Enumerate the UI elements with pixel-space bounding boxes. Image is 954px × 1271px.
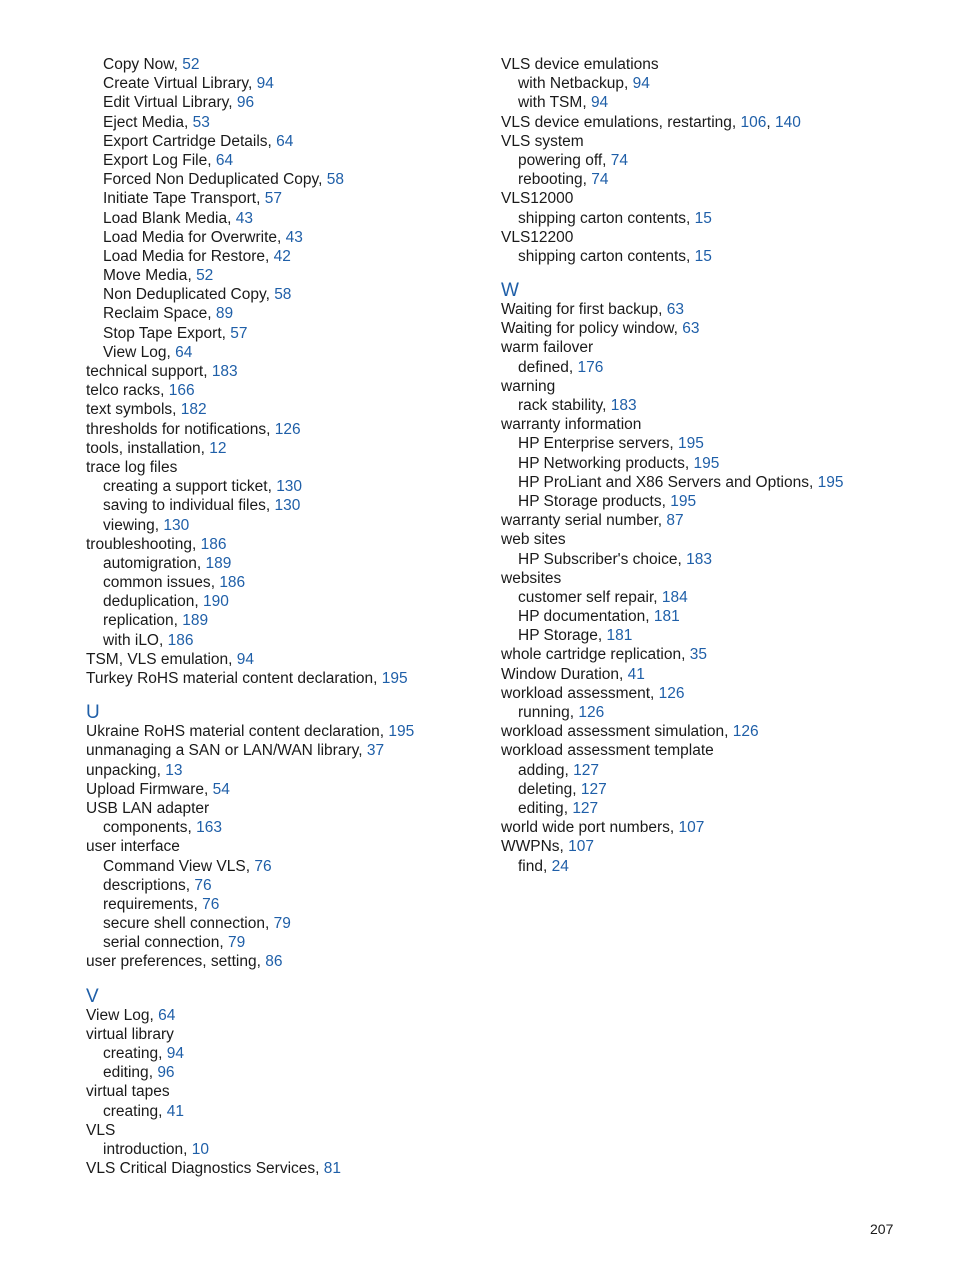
page-link[interactable]: 15	[694, 209, 712, 227]
index-subentry: HP Storage, 181	[518, 627, 633, 645]
index-term: adding	[518, 761, 565, 779]
index-term: user preferences, setting	[86, 953, 257, 971]
page-link[interactable]: 166	[168, 382, 195, 400]
page-link[interactable]: 189	[182, 612, 209, 630]
index-subentry: Create Virtual Library, 94	[103, 75, 274, 93]
index-term: shipping carton contents	[518, 247, 687, 265]
index-term: Reclaim Space	[103, 305, 208, 323]
index-term: telco racks	[86, 382, 161, 400]
index-subentry: Export Cartridge Details, 64	[103, 132, 294, 150]
index-term: automigration	[103, 554, 197, 572]
page-link[interactable]: 87	[666, 512, 684, 530]
page-link[interactable]: 81	[323, 1160, 342, 1178]
index-term: find	[518, 857, 543, 875]
index-term: HP Subscriber's choice	[518, 550, 678, 568]
page-link[interactable]: 76	[194, 876, 212, 894]
index-term: workload assessment template	[501, 742, 714, 760]
index-term: customer self repair	[518, 588, 654, 606]
index-subentry: requirements, 76	[103, 895, 220, 913]
index-entry	[501, 189, 921, 208]
page-link[interactable]: 94	[590, 94, 609, 112]
index-term: Ukraine RoHS material content declaration	[86, 723, 380, 741]
index-term: Turkey RoHS material content declaration	[86, 670, 374, 687]
index-term: VLS system	[501, 132, 584, 150]
index-term: HP Storage products	[518, 492, 662, 510]
page-link[interactable]: 10	[191, 1140, 210, 1158]
page-link[interactable]: 54	[212, 780, 230, 798]
index-term: virtual library	[86, 1025, 174, 1043]
page-link[interactable]: 41	[166, 1102, 185, 1120]
page-link[interactable]: 35	[689, 646, 707, 664]
index-subentry: deduplication, 190	[103, 593, 229, 611]
index-term: powering off	[518, 151, 603, 169]
index-term: Command View VLS	[103, 857, 246, 875]
index-term: HP Enterprise servers	[518, 435, 670, 453]
page-link[interactable]: 126	[732, 723, 759, 741]
index-subentry: common issues, 186	[103, 574, 246, 592]
index-subentry: with TSM, 94	[518, 94, 609, 112]
index-entry: text symbols, 182	[86, 401, 207, 419]
index-term: virtual tapes	[86, 1083, 170, 1101]
index-subentry: creating, 41	[103, 1102, 185, 1120]
index-section-heading: U	[86, 702, 100, 724]
index-entry	[501, 415, 921, 434]
page-link[interactable]: 43	[235, 209, 253, 227]
index-term: viewing	[103, 516, 155, 534]
index-entry: world wide port numbers, 107	[501, 819, 705, 837]
page-link[interactable]: 52	[182, 56, 200, 73]
index-term: HP ProLiant and X86 Servers and Options	[518, 473, 809, 491]
index-term: Initiate Tape Transport	[103, 190, 257, 208]
index-term: creating	[103, 1102, 159, 1120]
index-term: workload assessment simulation	[501, 723, 725, 741]
index-term: VLS12200	[501, 228, 574, 246]
index-subentry: Non Deduplicated Copy, 58	[103, 286, 292, 304]
index-subentry: Load Blank Media, 43	[103, 209, 253, 227]
index-subentry: Copy Now, 52	[103, 56, 200, 73]
index-term: View Log	[86, 1006, 150, 1024]
page-link[interactable]: 64	[215, 151, 234, 169]
page-link[interactable]: 12	[209, 439, 227, 457]
page-link[interactable]: 94	[166, 1045, 185, 1062]
index-term: with TSM	[518, 94, 583, 112]
page-link[interactable]: 74	[610, 151, 629, 169]
page-link[interactable]: 107	[568, 838, 595, 856]
index-entry: thresholds for notifications, 126	[86, 420, 301, 438]
index-subentry: Eject Media, 53	[103, 113, 210, 131]
index-subentry: adding, 127	[518, 761, 600, 779]
index-subentry: Move Media, 52	[103, 267, 214, 285]
page-link[interactable]: 190	[202, 593, 229, 611]
page-link[interactable]: 184	[661, 588, 688, 606]
index-term: USB LAN adapter	[86, 799, 210, 817]
index-entry	[501, 132, 921, 151]
index-entry	[501, 55, 921, 74]
page-link[interactable]: 41	[627, 665, 645, 683]
index-subentry: Edit Virtual Library, 96	[103, 94, 255, 112]
index-term: Load Media for Overwrite	[103, 228, 278, 246]
index-subentry: HP Networking products, 195	[518, 454, 720, 472]
index-term: Waiting for policy window	[501, 320, 674, 338]
index-entry: Window Duration, 41	[501, 665, 645, 683]
index-term: creating	[103, 1045, 159, 1062]
index-subentry: HP Enterprise servers, 195	[518, 435, 704, 453]
page-link[interactable]: 94	[256, 75, 274, 93]
index-entry: Ukraine RoHS material content declaration, 195	[86, 723, 415, 741]
index-term: thresholds for notifications	[86, 420, 267, 438]
index-entry: Waiting for first backup, 63	[501, 301, 684, 319]
index-term: Eject Media	[103, 113, 184, 131]
index-term: troubleshooting	[86, 535, 192, 553]
index-column-right	[501, 55, 921, 876]
page-link[interactable]: 107	[678, 819, 705, 837]
index-term: whole cartridge replication	[501, 646, 682, 664]
index-term: replication	[103, 612, 174, 630]
index-entry	[501, 228, 921, 247]
page-link[interactable]: 74	[591, 171, 609, 189]
index-term: Move Media	[103, 267, 188, 285]
index-subentry: replication, 189	[103, 612, 209, 630]
index-subentry: Forced Non Deduplicated Copy, 58	[103, 171, 344, 189]
index-subentry: powering off, 74	[518, 151, 629, 169]
page-link[interactable]: 163	[196, 819, 222, 837]
index-term: web sites	[501, 531, 566, 549]
page-link[interactable]: 94	[632, 75, 650, 93]
index-term: unpacking	[86, 761, 157, 779]
index-subentry: introduction, 10	[103, 1140, 210, 1158]
index-entry	[86, 1082, 486, 1101]
index-subentry: components, 163	[103, 819, 222, 837]
page-link[interactable]: 130	[274, 497, 301, 515]
index-entry: unpacking, 13	[86, 761, 183, 779]
index-subentry: with iLO, 186	[103, 631, 194, 649]
index-entry	[501, 338, 921, 357]
index-term: VLS device emulations	[501, 56, 659, 73]
index-subentry: Initiate Tape Transport, 57	[103, 190, 282, 208]
index-term: workload assessment	[501, 684, 651, 702]
index-entry: VLS device emulations, restarting, 106, 140	[501, 113, 801, 131]
index-subentry: editing, 96	[103, 1064, 175, 1082]
index-subentry: Reclaim Space, 89	[103, 305, 234, 323]
page-link[interactable]: 96	[157, 1064, 175, 1082]
page-link[interactable]: 186	[167, 631, 194, 649]
index-entry: workload assessment simulation, 126	[501, 723, 759, 741]
index-subentry: Load Media for Overwrite, 43	[103, 228, 303, 246]
index-entry: tools, installation, 12	[86, 439, 227, 457]
index-term: text symbols	[86, 401, 173, 419]
index-entry: VLS Critical Diagnostics Services, 81	[86, 1160, 342, 1178]
index-term: rack stability	[518, 397, 603, 414]
index-term: Load Media for Restore	[103, 247, 265, 265]
index-entry	[501, 569, 921, 588]
page-link[interactable]: 94	[236, 650, 255, 668]
index-term: HP Networking products	[518, 454, 685, 472]
page-link[interactable]: 53	[192, 113, 210, 131]
index-term: TSM, VLS emulation	[86, 650, 229, 668]
index-term: with Netbackup	[518, 75, 624, 93]
index-term: defined	[518, 358, 569, 376]
index-entry: technical support, 183	[86, 363, 238, 380]
page-link[interactable]: 76	[254, 857, 272, 875]
page-link[interactable]: 195	[817, 473, 844, 491]
index-term: Waiting for first backup	[501, 301, 659, 319]
index-term: components	[103, 819, 188, 837]
index-term: editing	[518, 799, 564, 817]
page-link[interactable]: 126	[578, 704, 605, 721]
index-term: Forced Non Deduplicated Copy	[103, 171, 319, 189]
index-entry	[501, 741, 921, 760]
page-link[interactable]: 176	[577, 358, 604, 376]
page-link[interactable]: 89	[215, 305, 234, 323]
index-entry: warranty serial number, 87	[501, 512, 684, 530]
index-subentry: descriptions, 76	[103, 876, 212, 894]
page-link[interactable]: 63	[682, 320, 700, 338]
index-subentry: secure shell connection, 79	[103, 915, 291, 933]
index-term: VLS Critical Diagnostics Services	[86, 1160, 316, 1178]
index-subentry: serial connection, 79	[103, 934, 246, 952]
page-link[interactable]: 58	[326, 171, 344, 189]
index-entry: troubleshooting, 186	[86, 535, 227, 553]
page-link[interactable]: 106	[740, 113, 767, 131]
index-term: serial connection	[103, 934, 220, 952]
index-term: warranty information	[501, 416, 642, 434]
index-term: Create Virtual Library	[103, 75, 249, 93]
page-link[interactable]: 181	[606, 627, 633, 645]
index-term: with iLO	[103, 631, 159, 649]
index-term: unmanaging a SAN or LAN/WAN library	[86, 742, 359, 760]
index-subentry: with Netbackup, 94	[518, 75, 650, 93]
index-term: Load Blank Media	[103, 209, 228, 227]
page-link[interactable]: 52	[196, 267, 214, 285]
page-link[interactable]: 189	[205, 554, 232, 572]
index-term: common issues	[103, 574, 211, 592]
page-link[interactable]: 127	[573, 761, 600, 779]
index-entry: Upload Firmware, 54	[86, 780, 230, 798]
index-subentry: viewing, 130	[103, 516, 190, 534]
index-entry: TSM, VLS emulation, 94	[86, 650, 255, 668]
index-entry: Waiting for policy window, 63	[501, 320, 700, 338]
index-entry	[86, 1025, 486, 1044]
index-column-left	[86, 55, 486, 1178]
index-term: warning	[501, 377, 556, 395]
index-subentry: saving to individual files, 130	[103, 497, 301, 515]
index-subentry: deleting, 127	[518, 780, 607, 798]
index-section-heading: V	[86, 985, 99, 1007]
index-subentry: HP ProLiant and X86 Servers and Options, 195	[518, 473, 844, 491]
index-entry: WWPNs, 107	[501, 838, 595, 856]
index-term: descriptions	[103, 876, 186, 894]
page-link[interactable]: 15	[694, 247, 712, 265]
index-entry	[501, 377, 921, 396]
index-term: saving to individual files	[103, 497, 266, 515]
page-link[interactable]: 195	[381, 670, 408, 687]
index-term: Stop Tape Export	[103, 324, 222, 342]
index-subentry: Export Log File, 64	[103, 151, 234, 169]
page-link[interactable]: 126	[274, 420, 301, 438]
index-entry: user preferences, setting, 86	[86, 953, 283, 971]
index-term: requirements	[103, 895, 194, 913]
index-term: VLS12000	[501, 190, 574, 208]
page-link[interactable]: 79	[227, 934, 246, 952]
index-entry: View Log, 64	[86, 1006, 176, 1024]
index-subentry: shipping carton contents, 15	[518, 247, 712, 265]
index-term: user interface	[86, 838, 180, 856]
index-term: world wide port numbers	[501, 819, 670, 837]
index-term: technical support	[86, 363, 204, 380]
index-term: Upload Firmware	[86, 780, 205, 798]
index-term: editing	[103, 1064, 149, 1082]
page-link[interactable]: 63	[666, 301, 684, 319]
page-link[interactable]: 130	[276, 478, 303, 496]
index-term: running	[518, 704, 570, 721]
index-section-heading: W	[501, 280, 519, 302]
index-term: Non Deduplicated Copy	[103, 286, 266, 304]
page-link[interactable]: 186	[219, 574, 246, 592]
page-link[interactable]: 42	[273, 247, 291, 265]
page-link[interactable]: 127	[572, 799, 599, 817]
index-subentry: customer self repair, 184	[518, 588, 688, 606]
page-link[interactable]: 130	[163, 516, 190, 534]
index-entry	[86, 837, 486, 856]
index-subentry: HP Storage products, 195	[518, 492, 697, 510]
index-subentry: HP Subscriber's choice, 183	[518, 550, 712, 568]
index-subentry: editing, 127	[518, 799, 599, 817]
index-subentry: automigration, 189	[103, 554, 232, 572]
index-subentry: HP documentation, 181	[518, 608, 680, 626]
index-subentry: creating, 94	[103, 1045, 185, 1062]
index-subentry: Stop Tape Export, 57	[103, 324, 248, 342]
index-term: Edit Virtual Library	[103, 94, 229, 112]
page-link[interactable]: 64	[158, 1006, 176, 1024]
index-term: creating a support ticket	[103, 478, 268, 496]
index-term: HP documentation	[518, 608, 646, 626]
index-subentry: creating a support ticket, 130	[103, 478, 303, 496]
page-link[interactable]: 13	[165, 761, 183, 779]
page-link[interactable]: 195	[670, 492, 697, 510]
index-subentry: Command View VLS, 76	[103, 857, 272, 875]
page-link[interactable]: 182	[180, 401, 207, 419]
index-term: Export Cartridge Details	[103, 132, 268, 150]
page-link[interactable]: 140	[775, 113, 801, 131]
index-term: secure shell connection	[103, 915, 265, 933]
index-entry	[501, 530, 921, 549]
index-term: deduplication	[103, 593, 195, 611]
page-link[interactable]: 195	[677, 435, 704, 453]
page-link[interactable]: 57	[230, 324, 248, 342]
index-term: Export Log File	[103, 151, 208, 169]
index-subentry: defined, 176	[518, 358, 604, 376]
index-term: tools, installation	[86, 439, 201, 457]
page-link[interactable]: 183	[610, 397, 637, 414]
index-term: Window Duration	[501, 665, 620, 683]
page-link[interactable]: 183	[211, 363, 238, 380]
index-entry: workload assessment, 126	[501, 684, 685, 702]
index-subentry: find, 24	[518, 857, 569, 875]
index-term: VLS	[86, 1121, 116, 1139]
index-subentry: running, 126	[518, 704, 605, 721]
page-link[interactable]: 64	[175, 343, 193, 361]
index-term: WWPNs	[501, 838, 560, 856]
page-link[interactable]: 58	[274, 286, 292, 304]
index-subentry: Load Media for Restore, 42	[103, 247, 291, 265]
index-term: warranty serial number	[501, 512, 658, 530]
page-link[interactable]: 195	[693, 454, 720, 472]
page-link[interactable]: 127	[580, 780, 607, 798]
index-subentry: View Log, 64	[103, 343, 193, 361]
index-subentry: shipping carton contents, 15	[518, 209, 712, 227]
page-link[interactable]: 57	[264, 190, 282, 208]
index-subentry: rebooting, 74	[518, 171, 609, 189]
index-term: deleting	[518, 780, 573, 798]
index-term: Copy Now	[103, 56, 174, 73]
index-entry	[86, 799, 486, 818]
index-entry: whole cartridge replication, 35	[501, 646, 707, 664]
index-entry: Turkey RoHS material content declaration, 195	[86, 670, 408, 687]
page-link[interactable]: 76	[202, 895, 220, 913]
page-link[interactable]: 86	[265, 953, 283, 971]
index-entry	[86, 1121, 486, 1140]
index-term: shipping carton contents	[518, 209, 687, 227]
index-term: VLS device emulations, restarting	[501, 113, 732, 131]
index-term: trace log files	[86, 458, 178, 476]
index-term: websites	[501, 569, 562, 587]
page-link[interactable]: 195	[388, 723, 415, 741]
page-link[interactable]: 183	[686, 550, 712, 568]
index-term: introduction	[103, 1140, 184, 1158]
index-term: View Log	[103, 343, 167, 361]
index-entry	[86, 458, 486, 477]
page-number: 207	[870, 1221, 894, 1237]
page-link[interactable]: 43	[285, 228, 303, 246]
index-term: warm failover	[501, 339, 594, 357]
index-entry: telco racks, 166	[86, 382, 195, 400]
page-link[interactable]: 79	[273, 915, 291, 933]
index-subentry: rack stability, 183	[518, 397, 637, 414]
page-link[interactable]: 37	[366, 742, 385, 760]
page-link[interactable]: 181	[653, 608, 680, 626]
page-link[interactable]: 24	[551, 857, 569, 875]
index-entry: unmanaging a SAN or LAN/WAN library, 37	[86, 742, 385, 760]
page-link[interactable]: 186	[200, 535, 227, 553]
index-term: rebooting	[518, 171, 583, 189]
page-link[interactable]: 96	[236, 94, 255, 112]
page-link[interactable]: 126	[658, 684, 685, 702]
index-term: HP Storage	[518, 627, 598, 645]
page-link[interactable]: 64	[276, 132, 294, 150]
